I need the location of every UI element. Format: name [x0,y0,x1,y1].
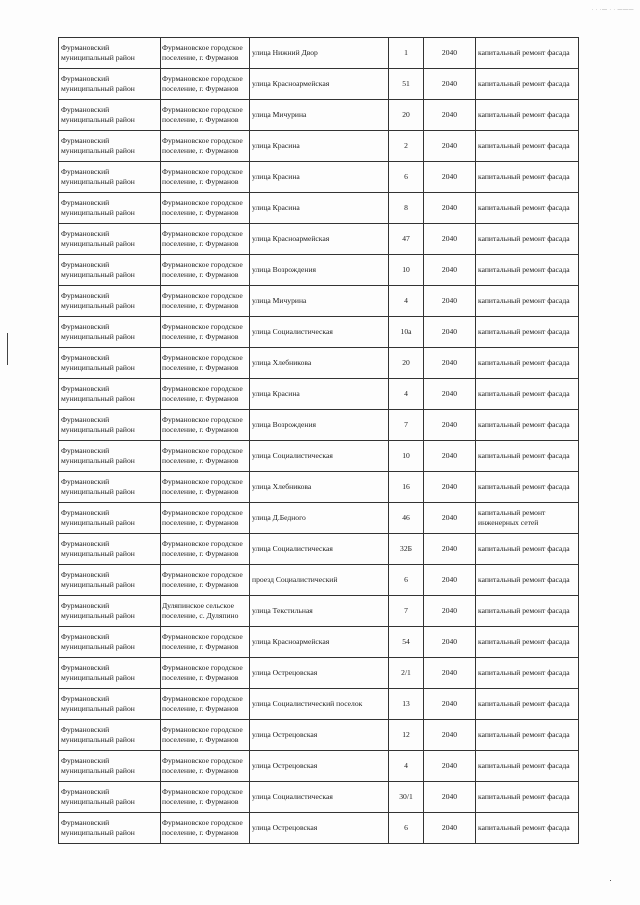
year-cell: 2040 [424,348,476,379]
house-number-cell: 47 [389,224,424,255]
district-cell: Фурмановский муниципальный район [59,782,161,813]
year-cell: 2040 [424,38,476,69]
table-row [59,224,579,255]
year-cell: 2040 [424,751,476,782]
street-cell: улица Д.Бедного [250,503,389,534]
house-number-cell: 10а [389,317,424,348]
district-cell: Фурмановский муниципальный район [59,317,161,348]
work-type-cell: капитальный ремонт фасада [476,38,579,69]
table-row [59,286,579,317]
table-row [59,38,579,69]
work-type-cell: капитальный ремонт фасада [476,596,579,627]
street-cell: улица Хлебникова [250,472,389,503]
settlement-cell: Фурмановское городское поселение, г. Фурманов [161,565,250,596]
house-number-cell: 6 [389,162,424,193]
settlement-cell: Фурмановское городское поселение, г. Фурманов [161,100,250,131]
work-type-cell: капитальный ремонт фасада [476,410,579,441]
work-type-cell: капитальный ремонт фасада [476,69,579,100]
house-number-cell: 6 [389,565,424,596]
work-type-cell: капитальный ремонт фасада [476,379,579,410]
settlement-cell: Фурмановское городское поселение, г. Фурманов [161,689,250,720]
register-table [58,37,579,844]
year-cell: 2040 [424,565,476,596]
house-number-cell: 13 [389,689,424,720]
house-number-cell: 30/1 [389,782,424,813]
work-type-cell: капитальный ремонт фасада [476,472,579,503]
street-cell: улица Социалистическая [250,534,389,565]
table-row [59,379,579,410]
table-row [59,441,579,472]
work-type-cell: капитальный ремонт фасада [476,100,579,131]
work-type-cell: капитальный ремонт фасада [476,348,579,379]
work-type-cell: капитальный ремонт фасада [476,565,579,596]
work-type-cell: капитальный ремонт фасада [476,751,579,782]
street-cell: улица Мичурина [250,100,389,131]
house-number-cell: 2/1 [389,658,424,689]
district-cell: Фурмановский муниципальный район [59,627,161,658]
work-type-cell: капитальный ремонт фасада [476,255,579,286]
table-row [59,193,579,224]
year-cell: 2040 [424,689,476,720]
year-cell: 2040 [424,782,476,813]
year-cell: 2040 [424,441,476,472]
settlement-cell: Фурмановское городское поселение, г. Фурманов [161,813,250,844]
district-cell: Фурмановский муниципальный район [59,658,161,689]
header-stamp: · · ·— · · ——— [591,7,634,13]
settlement-cell: Фурмановское городское поселение, г. Фурманов [161,255,250,286]
settlement-cell: Фурмановское городское поселение, г. Фурманов [161,131,250,162]
house-number-cell: 16 [389,472,424,503]
table-row [59,658,579,689]
street-cell: улица Социалистический поселок [250,689,389,720]
district-cell: Фурмановский муниципальный район [59,410,161,441]
work-type-cell: капитальный ремонт фасада [476,131,579,162]
district-cell: Фурмановский муниципальный район [59,720,161,751]
district-cell: Фурмановский муниципальный район [59,38,161,69]
street-cell: улица Возрождения [250,255,389,286]
house-number-cell: 2 [389,131,424,162]
settlement-cell: Фурмановское городское поселение, г. Фурманов [161,379,250,410]
register-table-body [59,38,579,844]
house-number-cell: 12 [389,720,424,751]
year-cell: 2040 [424,100,476,131]
settlement-cell: Фурмановское городское поселение, г. Фурманов [161,286,250,317]
settlement-cell: Фурмановское городское поселение, г. Фурманов [161,348,250,379]
table-row [59,348,579,379]
table-row [59,317,579,348]
table-row [59,69,579,100]
year-cell: 2040 [424,162,476,193]
table-row [59,782,579,813]
year-cell: 2040 [424,534,476,565]
year-cell: 2040 [424,131,476,162]
street-cell: улица Красина [250,379,389,410]
year-cell: 2040 [424,472,476,503]
settlement-cell: Фурмановское городское поселение, г. Фурманов [161,782,250,813]
table-row [59,627,579,658]
district-cell: Фурмановский муниципальный район [59,69,161,100]
year-cell: 2040 [424,69,476,100]
year-cell: 2040 [424,813,476,844]
street-cell: проезд Социалистический [250,565,389,596]
work-type-cell: капитальный ремонт фасада [476,317,579,348]
district-cell: Фурмановский муниципальный район [59,286,161,317]
street-cell: улица Красина [250,131,389,162]
street-cell: улица Нижний Двор [250,38,389,69]
scan-speck [610,880,611,881]
year-cell: 2040 [424,224,476,255]
work-type-cell: капитальный ремонт фасада [476,782,579,813]
street-cell: улица Текстильная [250,596,389,627]
street-cell: улица Красноармейская [250,69,389,100]
district-cell: Фурмановский муниципальный район [59,534,161,565]
margin-mark [7,333,8,365]
street-cell: улица Социалистическая [250,782,389,813]
settlement-cell: Фурмановское городское поселение, г. Фурманов [161,441,250,472]
work-type-cell: капитальный ремонт фасада [476,813,579,844]
settlement-cell: Дуляпинское сельское поселение, с. Дуляпино [161,596,250,627]
settlement-cell: Фурмановское городское поселение, г. Фурманов [161,472,250,503]
settlement-cell: Фурмановское городское поселение, г. Фурманов [161,751,250,782]
house-number-cell: 54 [389,627,424,658]
work-type-cell: капитальный ремонт фасада [476,162,579,193]
street-cell: улица Красина [250,193,389,224]
district-cell: Фурмановский муниципальный район [59,100,161,131]
table-row [59,751,579,782]
table-row [59,131,579,162]
table-row [59,689,579,720]
district-cell: Фурмановский муниципальный район [59,131,161,162]
year-cell: 2040 [424,379,476,410]
house-number-cell: 6 [389,813,424,844]
table-row [59,720,579,751]
table-row [59,503,579,534]
settlement-cell: Фурмановское городское поселение, г. Фурманов [161,503,250,534]
work-type-cell: капитальный ремонт фасада [476,658,579,689]
settlement-cell: Фурмановское городское поселение, г. Фурманов [161,38,250,69]
settlement-cell: Фурмановское городское поселение, г. Фурманов [161,410,250,441]
year-cell: 2040 [424,596,476,627]
district-cell: Фурмановский муниципальный район [59,193,161,224]
work-type-cell: капитальный ремонт фасада [476,441,579,472]
district-cell: Фурмановский муниципальный район [59,751,161,782]
year-cell: 2040 [424,627,476,658]
house-number-cell: 7 [389,596,424,627]
street-cell: улица Социалистическая [250,317,389,348]
work-type-cell: капитальный ремонт фасада [476,224,579,255]
street-cell: улица Острецовская [250,751,389,782]
table-row [59,100,579,131]
district-cell: Фурмановский муниципальный район [59,565,161,596]
district-cell: Фурмановский муниципальный район [59,813,161,844]
district-cell: Фурмановский муниципальный район [59,441,161,472]
street-cell: улица Возрождения [250,410,389,441]
settlement-cell: Фурмановское городское поселение, г. Фурманов [161,720,250,751]
house-number-cell: 20 [389,348,424,379]
table-row [59,162,579,193]
work-type-cell: капитальный ремонт фасада [476,720,579,751]
house-number-cell: 10 [389,255,424,286]
street-cell: улица Социалистическая [250,441,389,472]
work-type-cell: капитальный ремонт фасада [476,193,579,224]
settlement-cell: Фурмановское городское поселение, г. Фурманов [161,69,250,100]
table-row [59,410,579,441]
table-row [59,534,579,565]
house-number-cell: 32Б [389,534,424,565]
work-type-cell: капитальный ремонт инженерных сетей [476,503,579,534]
street-cell: улица Мичурина [250,286,389,317]
house-number-cell: 4 [389,751,424,782]
year-cell: 2040 [424,658,476,689]
house-number-cell: 8 [389,193,424,224]
house-number-cell: 46 [389,503,424,534]
settlement-cell: Фурмановское городское поселение, г. Фурманов [161,627,250,658]
district-cell: Фурмановский муниципальный район [59,472,161,503]
house-number-cell: 4 [389,379,424,410]
district-cell: Фурмановский муниципальный район [59,162,161,193]
table-row [59,565,579,596]
district-cell: Фурмановский муниципальный район [59,379,161,410]
settlement-cell: Фурмановское городское поселение, г. Фурманов [161,534,250,565]
district-cell: Фурмановский муниципальный район [59,255,161,286]
district-cell: Фурмановский муниципальный район [59,503,161,534]
district-cell: Фурмановский муниципальный район [59,348,161,379]
street-cell: улица Острецовская [250,720,389,751]
street-cell: улица Красноармейская [250,224,389,255]
street-cell: улица Острецовская [250,658,389,689]
work-type-cell: капитальный ремонт фасада [476,286,579,317]
house-number-cell: 4 [389,286,424,317]
house-number-cell: 7 [389,410,424,441]
district-cell: Фурмановский муниципальный район [59,689,161,720]
settlement-cell: Фурмановское городское поселение, г. Фурманов [161,317,250,348]
district-cell: Фурмановский муниципальный район [59,224,161,255]
year-cell: 2040 [424,720,476,751]
year-cell: 2040 [424,255,476,286]
table-row [59,813,579,844]
year-cell: 2040 [424,193,476,224]
table-row [59,472,579,503]
work-type-cell: капитальный ремонт фасада [476,627,579,658]
settlement-cell: Фурмановское городское поселение, г. Фурманов [161,224,250,255]
street-cell: улица Острецовская [250,813,389,844]
work-type-cell: капитальный ремонт фасада [476,689,579,720]
house-number-cell: 10 [389,441,424,472]
settlement-cell: Фурмановское городское поселение, г. Фурманов [161,162,250,193]
district-cell: Фурмановский муниципальный район [59,596,161,627]
year-cell: 2040 [424,286,476,317]
settlement-cell: Фурмановское городское поселение, г. Фурманов [161,658,250,689]
house-number-cell: 1 [389,38,424,69]
street-cell: улица Хлебникова [250,348,389,379]
settlement-cell: Фурмановское городское поселение, г. Фурманов [161,193,250,224]
street-cell: улица Красина [250,162,389,193]
street-cell: улица Красноармейская [250,627,389,658]
table-row [59,596,579,627]
work-type-cell: капитальный ремонт фасада [476,534,579,565]
house-number-cell: 51 [389,69,424,100]
year-cell: 2040 [424,503,476,534]
year-cell: 2040 [424,410,476,441]
year-cell: 2040 [424,317,476,348]
house-number-cell: 20 [389,100,424,131]
table-row [59,255,579,286]
